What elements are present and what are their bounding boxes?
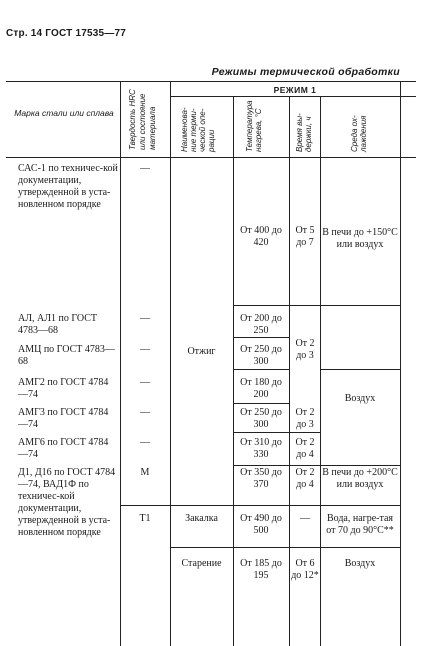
time-cell: От 2 до 4 — [295, 437, 315, 460]
hardness-cell: — — [140, 437, 150, 448]
hardness-cell: — — [140, 377, 150, 388]
hardness-cell: Т1 — [139, 513, 151, 524]
row-sep-sas — [233, 305, 400, 306]
temperature-cell: От 180 до 200 — [240, 377, 282, 400]
time-cell: От 5 до 7 — [295, 225, 315, 248]
page-header: Стр. 14 ГОСТ 17535—77 — [6, 28, 126, 39]
temperature-cell: От 185 до 195 — [240, 558, 282, 581]
table-header-bottom-rule — [6, 157, 416, 158]
steel-grade-cell: АЛ, АЛ1 по ГОСТ 4783—68 — [18, 313, 98, 336]
row-sep-d1 — [120, 505, 400, 506]
time-cell: От 6 до 12* — [291, 558, 319, 581]
operation-cell: Закалка — [185, 513, 218, 524]
col-divider-4 — [289, 96, 290, 646]
cooling-cell: В печи до +150°С или воздух — [322, 227, 398, 250]
table-top-rule — [6, 81, 416, 82]
row-sep-amc — [233, 369, 289, 370]
temperature-cell: От 350 до 370 — [240, 467, 282, 490]
time-cell: — — [300, 513, 310, 524]
row-sep-cooling-air — [320, 369, 400, 370]
col-divider-5 — [320, 96, 321, 646]
col-header-cooling: Среда ох-лаждения — [350, 115, 368, 152]
time-cell: От 2 до 4 — [295, 467, 315, 490]
operation-cell: Старение — [181, 558, 222, 569]
steel-grade-cell: АМГ3 по ГОСТ 4784—74 — [18, 407, 109, 430]
temperature-cell: От 310 до 330 — [240, 437, 282, 460]
steel-grade-cell: АМГ2 по ГОСТ 4784—74 — [18, 377, 109, 400]
row-sep-al — [233, 337, 289, 338]
operation-annealing: Отжиг — [187, 346, 216, 357]
steel-grade-cell: АМГ6 по ГОСТ 4784—74 — [18, 437, 109, 460]
col-header-mode: РЕЖИМ 1 — [273, 85, 317, 95]
hardness-cell: — — [140, 344, 150, 355]
section-title: Режимы термической обработки — [211, 66, 400, 78]
time-cell: От 2 до 3 — [295, 338, 315, 361]
hardness-cell: — — [140, 407, 150, 418]
time-cell: От 2 до 3 — [295, 407, 315, 430]
row-sep-quench — [170, 547, 400, 548]
col-header-temperature: Температура нагрева, °С — [245, 100, 263, 152]
hardness-cell: — — [140, 163, 150, 174]
hardness-cell: М — [140, 467, 150, 478]
cooling-cell: Воздух — [344, 558, 376, 569]
col-header-hardness: Твердость HRC или состояние материала — [128, 89, 157, 150]
cooling-cell: В печи до +200°С или воздух — [322, 467, 398, 490]
temperature-cell: От 490 до 500 — [240, 513, 282, 536]
temperature-cell: От 250 до 300 — [240, 407, 282, 430]
col-divider-6 — [400, 81, 401, 646]
temperature-cell: От 400 до 420 — [240, 225, 282, 248]
steel-grade-cell: Д1, Д16 по ГОСТ 4784—74, ВАД1Ф по техничес-кой документации, утвержденной в уста-новленном порядке — [18, 467, 116, 538]
steel-grade-cell: АМЦ по ГОСТ 4783—68 — [18, 344, 115, 367]
hardness-cell: — — [140, 313, 150, 324]
cooling-cell: Воздух — [344, 393, 376, 404]
temperature-cell: От 200 до 250 — [240, 313, 282, 336]
temperature-cell: От 250 до 300 — [240, 344, 282, 367]
row-sep-amg6 — [233, 465, 400, 466]
col-header-time: Время вы-держки, ч — [295, 113, 313, 152]
row-sep-amg2 — [233, 403, 289, 404]
steel-grade-cell: САС-1 по техничес-кой документации, утвержденной в уста-новленном порядке — [18, 163, 118, 210]
col-header-steel-grade: Марка стали или сплава — [14, 108, 114, 118]
cooling-cell: Вода, нагре-тая от 70 до 90°С** — [326, 513, 394, 536]
row-sep-amg3 — [233, 432, 320, 433]
col-header-operation: Наименова-ние терми-ческой опе-рации — [180, 107, 216, 152]
